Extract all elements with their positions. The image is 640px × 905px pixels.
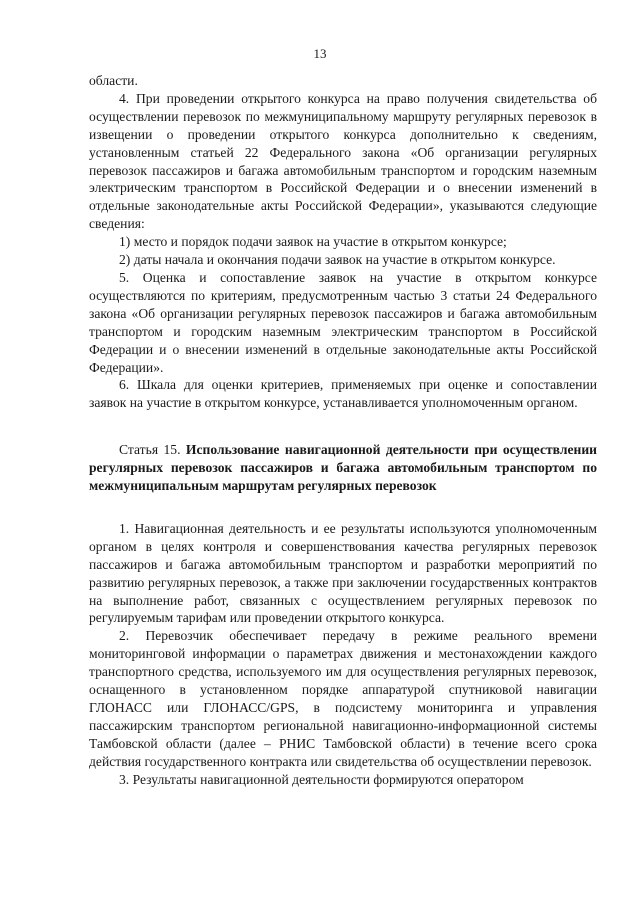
article-15-paragraph-1: 1. Навигационная деятельность и ее результаты используются уполномоченным органом в целях контроля и совершенствования качества регулярных перевозок пассажиров и багажа автомобильным транспортом и разработки мероприятий по развитию регулярных перевозок, а также при заключении государственных контрактов на выполнение работ, связанных с осуществлением регулярных перевозок по регулируемым тарифам или проведении открытого конкурса. xyxy=(89,520,597,626)
article-15-paragraph-3: 3. Результаты навигационной деятельности формируются оператором xyxy=(119,771,524,787)
article-label: Статья 15. xyxy=(119,442,181,458)
continuation-text: области. xyxy=(89,73,138,88)
list-item-2: 2) даты начала и окончания подачи заявок на участие в открытом конкурсе. xyxy=(119,252,556,268)
article-title: Использование навигационной деятельности при осуществлении регулярных перевозок пассажиров и багажа автомобильным транспортом по межмуниципальным маршрутам регулярных перевозок xyxy=(89,442,597,494)
article-15-paragraph-2: 2. Перевозчик обеспечивает передачу в режиме реального времени мониторинговой информации о параметрах движения и местонахождении каждого транспортного средства, используемого им для осуществления регулярных перевозок, оснащенного в установленном порядке аппаратурой спутниковой навигации ГЛОНАСС или ГЛОНАСС/GPS, в подсистему мониторинга и управления пассажирским транспортом региональной навигационно-информационной системы Тамбовской области (далее – РНИС Тамбовской области) в течение всего срока действия государственного контракта или свидетельства об осуществлении перевозок. xyxy=(89,628,597,769)
document-body xyxy=(89,72,597,789)
article-heading xyxy=(89,441,597,495)
list-item-1: 1) место и порядок подачи заявок на участие в открытом конкурсе; xyxy=(119,234,507,250)
paragraph-6: 6. Шкала для оценки критериев, применяемых при оценке и сопоставлении заявок на участие в открытом конкурсе, устанавливается уполномоченным органом. xyxy=(89,377,597,411)
page-number: 13 xyxy=(313,46,327,61)
paragraph-5: 5. Оценка и сопоставление заявок на участие в открытом конкурсе осуществляются по критериям, предусмотренным частью 3 статьи 24 Федерального закона «Об организации регулярных перевозок пассажиров и багажа автомобильным транспортом и городским наземным электрическим транспортом в Российской Федерации и о внесении изменений в отдельные законодательные акты Российской Федерации». xyxy=(89,269,597,375)
paragraph-4: 4. При проведении открытого конкурса на право получения свидетельства об осуществлении перевозок по межмуниципальному маршруту регулярных перевозок в извещении о проведении открытого конкурса дополнительно к сведениям, установленным статьей 22 Федерального закона «Об организации регулярных перевозок пассажиров и багажа автомобильным транспортом и городским наземным электрическим транспортом в Российской Федерации и о внесении изменений в отдельные законодательные акты Российской Федерации», указываются следующие сведения: xyxy=(89,90,597,232)
